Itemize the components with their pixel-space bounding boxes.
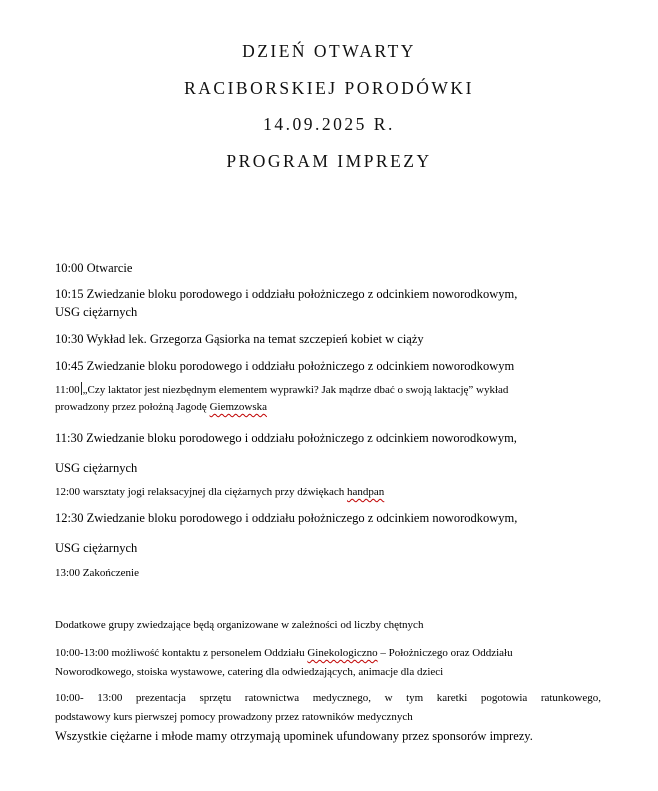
text-segment: prowadzony przez położną Jagodę	[55, 401, 210, 413]
text-segment: Wszystkie ciężarne i młode mamy otrzymają upominek ufundowany przez sponsorów imprezy.	[55, 729, 533, 743]
text-line	[55, 484, 601, 501]
note-staff-contact[interactable]	[55, 644, 601, 682]
text-segment: 11:30 Zwiedzanie bloku porodowego i oddziału położniczego z odcinkiem noworodkowym,	[55, 431, 517, 445]
text-line	[55, 503, 601, 533]
text-segment: podstawowy kurs pierwszej pomocy prowadzony przez ratowników medycznych	[55, 711, 413, 723]
text-segment: Noworodkowego, stoiska wystawowe, catering dla odwiedzających, animacje dla dzieci	[55, 666, 444, 678]
text-line	[55, 382, 601, 399]
text-line	[55, 357, 601, 375]
text-line	[55, 303, 601, 321]
text-segment: USG ciężarnych	[55, 305, 138, 319]
text-line	[55, 330, 601, 348]
text-segment: Dodatkowe grupy zwiedzające będą organizowane w zależności od liczby chętnych	[55, 619, 424, 631]
text-segment: 12:30 Zwiedzanie bloku porodowego i oddziału położniczego z odcinkiem noworodkowym,	[55, 511, 518, 525]
text-segment: 11:00	[55, 384, 80, 396]
text-line	[55, 565, 601, 582]
text-segment: 10:30 Wykład lek. Grzegorza Gąsiorka na temat szczepień kobiet w ciąży	[55, 332, 424, 346]
text-line	[55, 663, 601, 682]
note-gifts[interactable]	[55, 727, 601, 745]
text-line	[55, 617, 601, 634]
text-segment: 10:45 Zwiedzanie bloku porodowego i oddziału położniczego z odcinkiem noworodkowym	[55, 359, 515, 373]
schedule-item-1045[interactable]	[55, 357, 601, 375]
text-caret	[81, 382, 82, 395]
title-line-3: 14.09.2025 R.	[263, 114, 395, 134]
text-line	[55, 399, 601, 416]
note-extra-groups[interactable]	[55, 617, 601, 634]
text-segment: „Czy laktator jest niezbędnym elementem wyprawki? Jak mądrze dbać o swoją laktację” wykład	[82, 384, 509, 396]
text-segment: USG ciężarnych	[55, 541, 138, 555]
text-line	[55, 453, 601, 483]
misspelled-word[interactable]: Giemzowska	[209, 401, 267, 413]
text-line	[55, 423, 601, 453]
text-line	[55, 533, 601, 563]
schedule-item-1130[interactable]	[55, 423, 601, 483]
schedule-item-1200[interactable]	[55, 484, 601, 501]
text-segment: – Położniczego oraz Oddziału	[377, 647, 513, 659]
schedule-item-1100[interactable]	[55, 382, 601, 416]
schedule-item-1015[interactable]	[55, 285, 601, 321]
text-segment: 13:00 Zakończenie	[55, 567, 139, 579]
schedule-item-1230[interactable]	[55, 503, 601, 563]
text-line	[55, 259, 601, 277]
misspelled-word[interactable]: handpan	[346, 486, 385, 498]
text-segment: USG ciężarnych	[55, 461, 138, 475]
text-line	[55, 727, 601, 745]
schedule-item-1030[interactable]	[55, 330, 601, 348]
note-medical-rescue[interactable]	[55, 689, 601, 727]
text-segment: 10:00- 13:00 prezentacja sprzętu ratownictwa medycznego, w tym karetki pogotowia ratunkowego,	[55, 692, 601, 704]
text-line	[55, 285, 601, 303]
title-line-2: RACIBORSKIEJ PORODÓWKI	[184, 77, 474, 98]
text-line	[55, 708, 601, 727]
text-line	[55, 644, 601, 663]
text-line	[55, 689, 601, 708]
text-segment: 10:00-13:00 możliwość kontaktu z personelem Oddziału	[55, 647, 308, 659]
title-line-4: PROGRAM IMPREZY	[226, 150, 432, 171]
schedule-item-1300[interactable]	[55, 565, 601, 582]
document-title	[0, 33, 658, 179]
text-segment: 10:15 Zwiedzanie bloku porodowego i oddziału położniczego z odcinkiem noworodkowym,	[55, 287, 518, 301]
text-segment: 10:00 Otwarcie	[55, 261, 133, 275]
misspelled-word[interactable]: Ginekologiczno	[307, 647, 378, 659]
title-line-1: DZIEŃ OTWARTY	[242, 41, 416, 61]
schedule-item-1000[interactable]	[55, 259, 601, 277]
text-segment: 12:00 warsztaty jogi relaksacyjnej dla ciężarnych przy dźwiękach	[55, 486, 347, 498]
